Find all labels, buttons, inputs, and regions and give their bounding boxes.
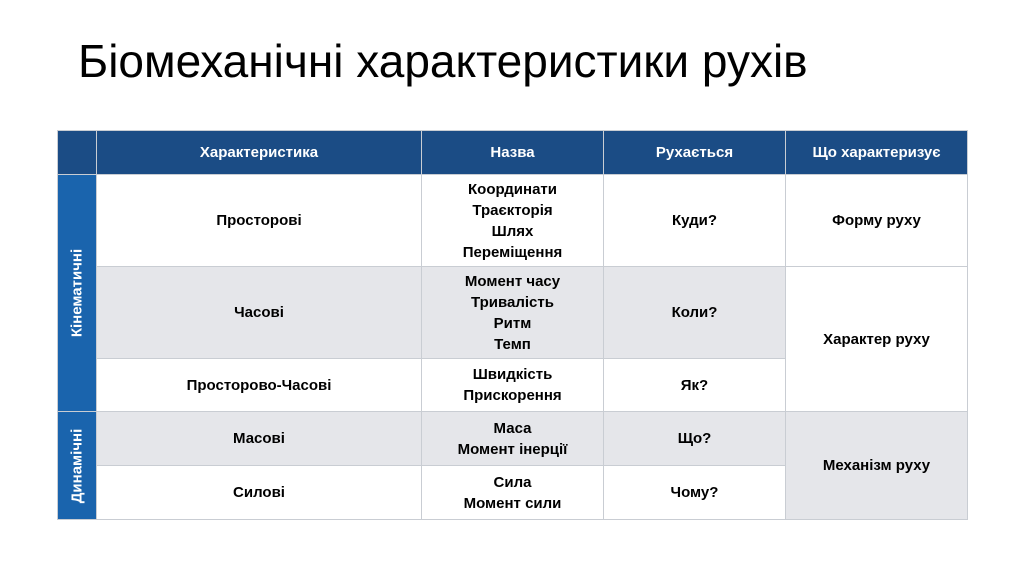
group-dynamic-label: Динамічні <box>68 428 86 503</box>
cell-describes: Механізм руху <box>786 412 968 520</box>
cell-names <box>422 412 604 466</box>
table-row <box>58 267 968 359</box>
header-describes: Що характеризує <box>786 131 968 175</box>
name-item: Момент сили <box>463 494 562 512</box>
header-characteristic: Характеристика <box>97 131 422 175</box>
group-kinematic <box>58 175 97 412</box>
group-kinematic-label: Кінематичні <box>68 248 86 338</box>
cell-question: Куди? <box>604 175 786 267</box>
name-item: Траєкторія <box>472 201 553 219</box>
name-item: Момент часу <box>464 272 561 290</box>
cell-characteristic: Силові <box>97 466 422 520</box>
header-moves: Рухається <box>604 131 786 175</box>
cell-characteristic: Часові <box>97 267 422 359</box>
name-item: Шлях <box>491 222 534 240</box>
name-item: Момент інерції <box>457 440 568 458</box>
group-dynamic <box>58 412 97 520</box>
slide-title: Біомеханічні характеристики рухів <box>78 35 808 87</box>
cell-characteristic: Масові <box>97 412 422 466</box>
name-item: Прискорення <box>463 387 562 404</box>
name-item: Темп <box>494 335 531 353</box>
name-item: Швидкість <box>472 366 553 383</box>
name-item: Сила <box>493 473 532 491</box>
name-item: Маса <box>493 419 532 437</box>
cell-names <box>422 175 604 267</box>
cell-names <box>422 359 604 412</box>
cell-describes: Характер руху <box>786 267 968 412</box>
header-corner-cell <box>58 131 97 175</box>
cell-question: Як? <box>604 359 786 412</box>
name-item: Тривалість <box>471 293 554 311</box>
cell-names <box>422 466 604 520</box>
table-row <box>58 175 968 267</box>
cell-question: Що? <box>604 412 786 466</box>
name-item: Переміщення <box>462 243 563 261</box>
cell-question: Чому? <box>604 466 786 520</box>
name-item: Координати <box>468 180 557 198</box>
cell-question: Коли? <box>604 267 786 359</box>
header-name: Назва <box>422 131 604 175</box>
characteristics-table <box>57 130 968 520</box>
cell-characteristic: Просторово-Часові <box>97 359 422 412</box>
name-item: Ритм <box>493 314 532 332</box>
table-row <box>58 412 968 466</box>
table-header-row <box>58 131 968 175</box>
cell-characteristic: Просторові <box>97 175 422 267</box>
cell-names <box>422 267 604 359</box>
cell-describes: Форму руху <box>786 175 968 267</box>
